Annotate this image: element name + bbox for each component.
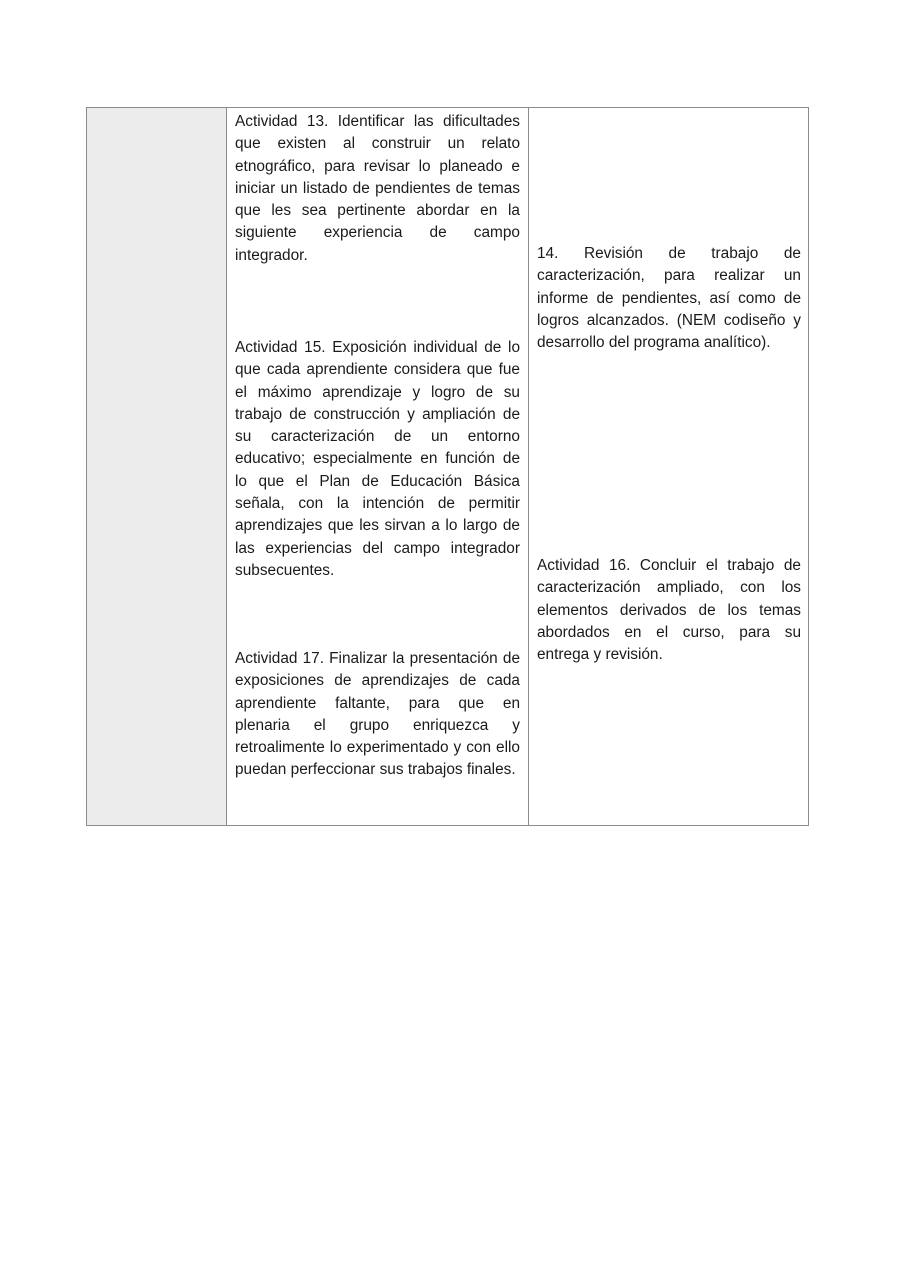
activity-16-text: Actividad 16. Concluir el trabajo de caracterización ampliado, con los elementos derivados de los temas abordados en el curso, para su entrega y revisión.: [537, 557, 801, 664]
activity-17-text: Actividad 17. Finalizar la presentación de exposiciones de aprendizajes de cada aprendiente faltante, para que en plenaria el grupo enriquezca y retroalimente lo experimentado y con ello puedan perfeccionar sus trabajos finales.: [235, 650, 520, 779]
table-cell-shaded-label: [87, 108, 227, 825]
activity-14-text: 14. Revisión de trabajo de caracterización, para realizar un informe de pendientes, así como de logros alcanzados. (NEM codiseño y desarrollo del programa analítico).: [537, 245, 801, 352]
activity-13-text: Actividad 13. Identificar las dificultades que existen al construir un relato etnográfico, para revisar lo planeado e iniciar un listado de pendientes de temas que les sea pertinente abordar en la siguiente experiencia de campo integrador.: [235, 113, 520, 264]
table-cell-activities-right: [529, 108, 808, 825]
activity-15-text: Actividad 15. Exposición individual de lo que cada aprendiente considera que fue el máximo aprendizaje y logro de su trabajo de construcción y ampliación de su caracterización de un entorno educativo; especialmente en función de lo que el Plan de Educación Básica señala, con la intención de permitir aprendizajes que les sirvan a lo largo de las experiencias del campo integrador subsecuentes.: [235, 339, 520, 579]
activities-table: [86, 107, 809, 826]
table-cell-activities-left: [227, 108, 529, 825]
